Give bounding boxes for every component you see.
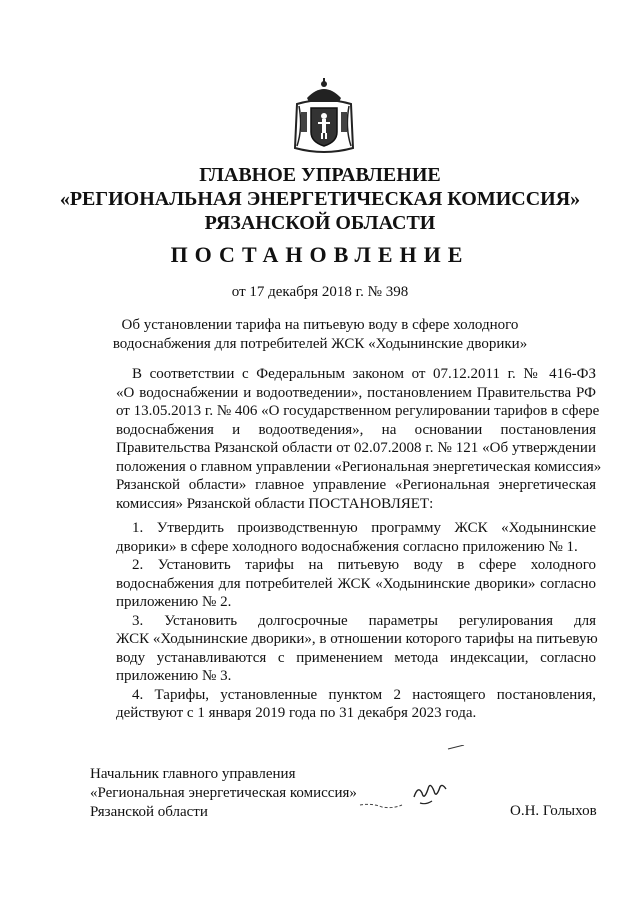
item-line: 4. Тарифы, установленные пунктом 2 настоящего постановления, — [132, 686, 596, 703]
item-line: 3. Установить долгосрочные параметры регулирования для — [132, 612, 596, 629]
item-line: 2. Установить тарифы на питьевую воду в сфере холодного — [132, 557, 596, 573]
item-line: 1. Утвердить производственную программу ЖСК «Ходынинские — [132, 520, 596, 536]
organization-name — [0, 163, 640, 235]
item-line: действуют с 1 января 2019 года по 31 декабря 2023 года. — [116, 705, 477, 721]
org-line-2: «РЕГИОНАЛЬНАЯ ЭНЕРГЕТИЧЕСКАЯ КОМИССИЯ» — [59, 188, 581, 210]
item-line: приложению № 2. — [116, 594, 232, 610]
document-date-number: от 17 декабря 2018 г. № 398 — [231, 284, 409, 300]
preamble-line: комиссия» Рязанской области ПОСТАНОВЛЯЕТ: — [116, 495, 434, 512]
subject-line: водоснабжения для потребителей ЖСК «Ходынинские дворики» — [112, 336, 528, 352]
position-line: Рязанской области — [90, 804, 208, 820]
preamble-paragraph — [116, 365, 602, 513]
position-line: Начальник главного управления — [90, 766, 296, 782]
preamble-line: положения о главном управлении «Региональная энергетическая комиссия» — [116, 458, 602, 475]
preamble-line: Правительства Рязанской области от 02.07.2008 г. № 121 «Об утверждении — [116, 440, 596, 456]
item-line: воду устанавливаются с применением метода индексации, согласно — [116, 649, 596, 666]
document-subject — [0, 316, 640, 354]
item-line: дворики» в сфере холодного водоснабжения согласно приложению № 1. — [116, 538, 578, 555]
item-line: водоснабжения для потребителей ЖСК «Ходынинские дворики» согласно — [116, 575, 596, 592]
preamble-line: В соответствии с Федеральным законом от 07.12.2011 г. № 416-ФЗ — [132, 366, 596, 382]
item-line: ЖСК «Ходынинские дворики», в отношении которого тарифы на питьевую — [116, 631, 598, 647]
document-type: ПОСТАНОВЛЕНИЕ — [170, 242, 470, 267]
subject-line: Об установлении тарифа на питьевую воду в сфере холодного — [121, 317, 519, 333]
resolution-item-2 — [116, 556, 596, 612]
org-line-3: РЯЗАНСКОЙ ОБЛАСТИ — [204, 212, 436, 234]
org-line-1: ГЛАВНОЕ УПРАВЛЕНИЕ — [199, 164, 441, 186]
signatory-name: О.Н. Голыхов — [510, 803, 597, 819]
resolution-item-3 — [116, 612, 596, 686]
signatory-position — [90, 765, 390, 822]
resolution-item-4 — [116, 686, 596, 723]
resolution-item-1 — [116, 519, 596, 556]
handwritten-signature-icon — [352, 745, 472, 817]
position-line: «Региональная энергетическая комиссия» — [90, 785, 357, 801]
preamble-line: от 13.05.2013 г. № 406 «О государственном регулировании тарифов в сфере — [116, 403, 600, 419]
item-line: приложению № 3. — [116, 668, 232, 684]
coat-of-arms-icon — [293, 78, 355, 156]
preamble-line: водоснабжения и водоотведения», на основании постановления — [116, 421, 596, 438]
preamble-line: «О водоснабжении и водоотведении», постановлением Правительства РФ — [116, 384, 596, 401]
preamble-line: Рязанской области» главное управление «Региональная энергетическая — [116, 477, 596, 493]
resolution-items — [116, 519, 596, 723]
